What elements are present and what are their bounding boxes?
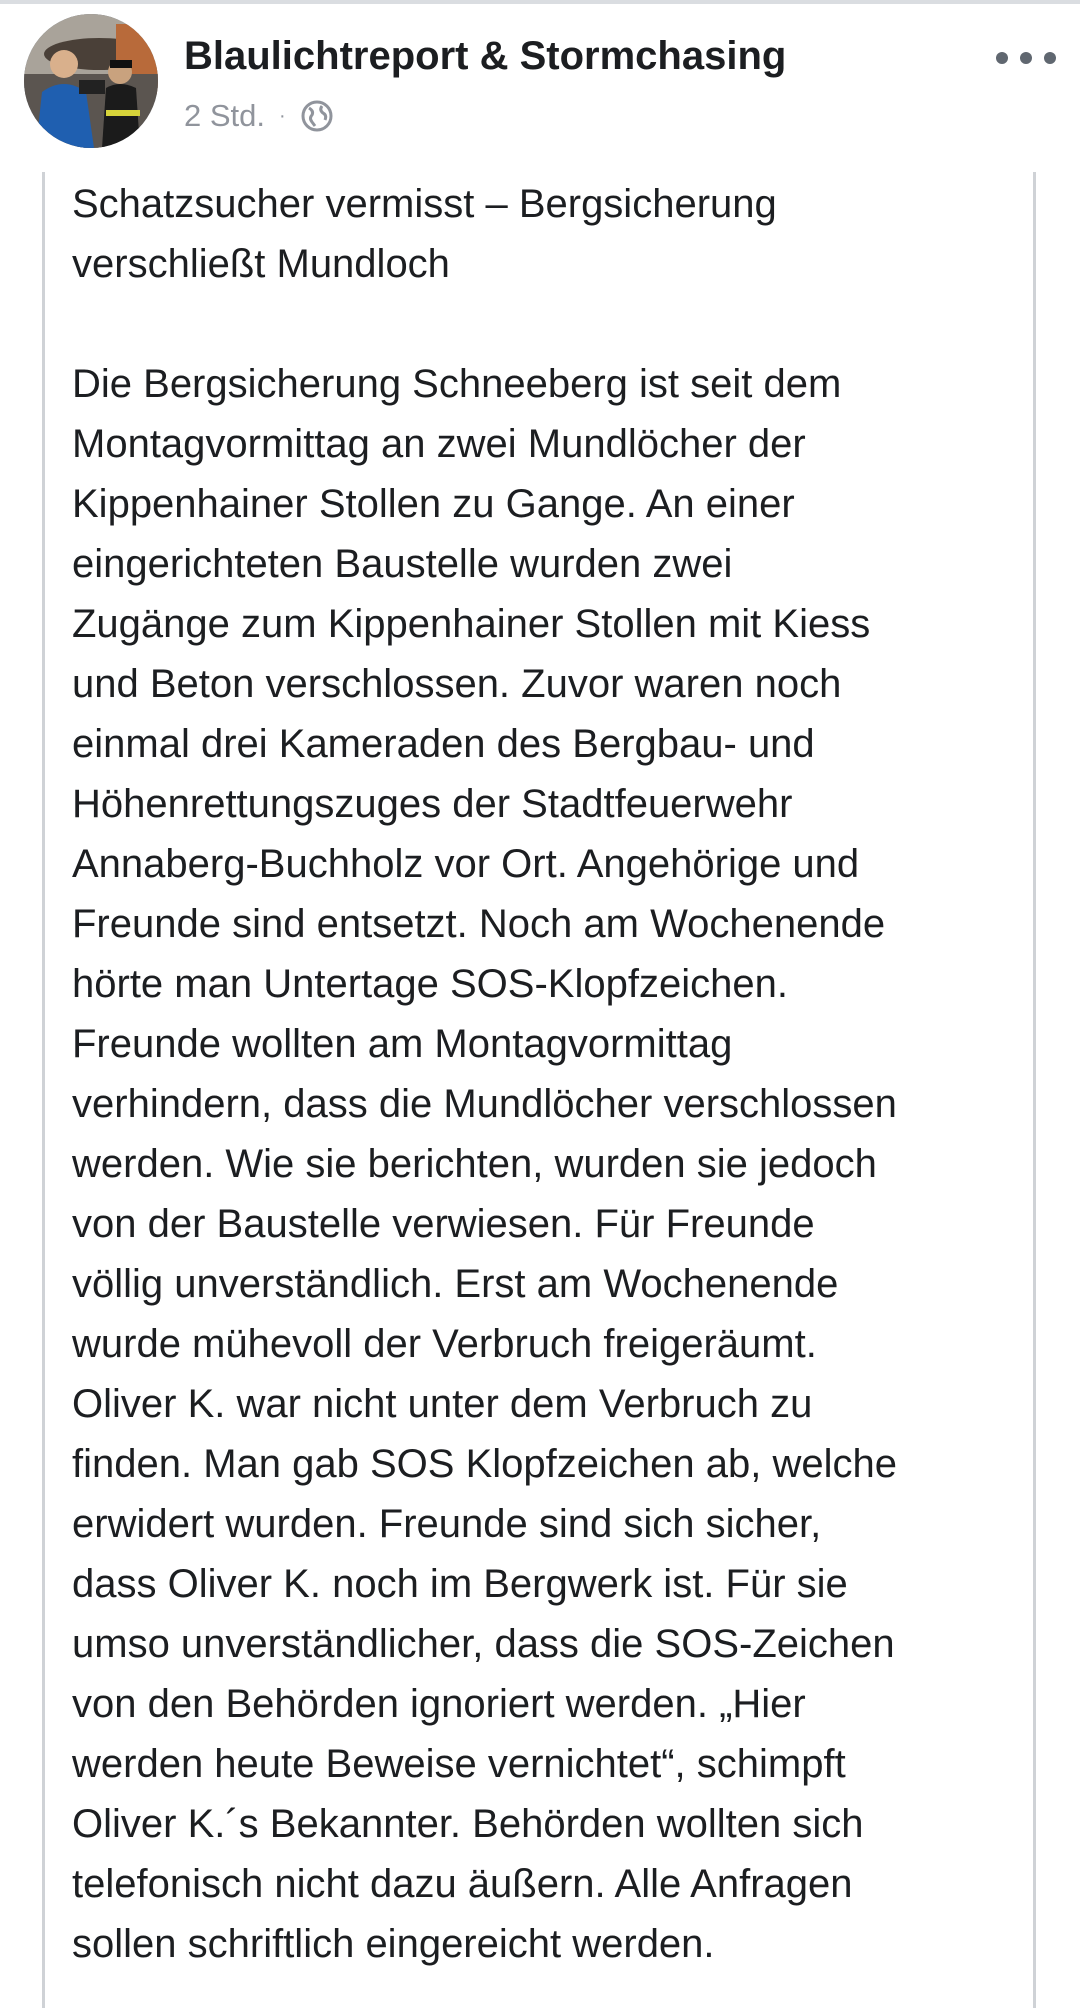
more-options-icon (996, 52, 1008, 64)
more-options-icon (1020, 52, 1032, 64)
post-time[interactable]: 2 Std. (184, 98, 265, 133)
meta-separator: · (279, 104, 286, 127)
avatar[interactable] (24, 14, 158, 148)
post-body: Die Bergsicherung Schneeberg ist seit dem Montagvormittag an zwei Mundlöcher der Kippenhainer Stollen zu Gange. An einer eingerichteten Baustelle wurden zwei Zugänge zum Kippenhainer Stollen mit Kiess und Beton verschlossen. Zuvor waren noch einmal drei Kameraden des Bergbau- und Höhenrettungszuges der Stadtfeuerwehr Annaberg-Buchholz vor Ort. Angehörige und Freunde sind entsetzt. Noch am Wochenende hörte man Untertage SOS-Klopfzeichen. Freunde wollten am Montagvormittag verhindern, dass die Mundlöcher verschlossen werden. Wie sie berichten, wurden sie jedoch von der Baustelle verwiesen. Für Freunde völlig unverständlich. Erst am Wochenende wurde mühevoll der Verbruch freigeräumt. Oliver K. war nicht unter dem Verbruch zu finden. Man gab SOS Klopfzeichen ab, welche erwidert wurden. Freunde sind sich sicher, dass Oliver K. noch im Bergwerk ist. Für sie umso unverständlicher, dass die SOS-Zeichen von den Behörden ignoriert werden. „Hier werden heute Beweise vernichtet“, schimpft Oliver K.´s Bekannter. Behörden wollten sich telefonisch nicht dazu äußern. Alle Anfragen sollen schriftlich eingereicht werden. (72, 362, 897, 1966)
avatar-image (24, 14, 158, 148)
globe-icon (300, 99, 334, 133)
post-header (0, 4, 1080, 174)
more-options-icon (1044, 52, 1056, 64)
post-meta (184, 96, 334, 136)
page-name[interactable]: Blaulichtreport & Stormchasing (184, 34, 787, 78)
post-title: Schatzsucher vermisst – Bergsicherung verschließt Mundloch (72, 182, 777, 286)
post-text (72, 174, 1022, 1974)
more-options-button[interactable] (996, 38, 1056, 78)
